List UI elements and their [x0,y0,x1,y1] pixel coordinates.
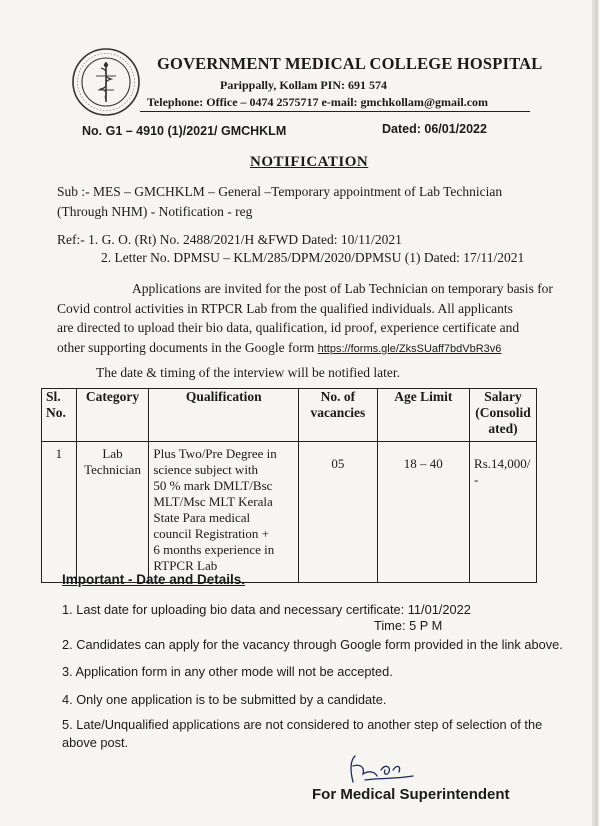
header-divider [140,111,530,112]
cell-salary: Rs.14,000/ - [470,442,537,583]
header-category: Category [76,389,149,442]
header-age-limit: Age Limit [377,389,470,442]
interview-note: The date & timing of the interview will be notified later. [96,365,401,380]
paragraph-line-2: Covid control activities in RTPCR Lab from the qualified individuals. All applicants [57,300,513,316]
paragraph-line-1: Applications are invited for the post of Lab Technician on temporary basis for [132,281,553,296]
paragraph-line-3: are directed to upload their bio data, qualification, id proof, experience certificate and [57,320,520,335]
page-title: NOTIFICATION [250,154,369,170]
cell-sl-no: 1 [42,442,77,583]
notification-date: Dated: 06/01/2022 [382,122,487,136]
header-vacancies: No. of vacancies [299,389,377,442]
hospital-name: GOVERNMENT MEDICAL COLLEGE HOSPITAL [157,54,543,73]
vacancy-table [41,388,537,583]
signature-mark [335,752,415,786]
cell-vacancies: 05 [299,442,377,583]
important-point-5: 5. Late/Unqualified applications are not considered to another step of selection of the [62,717,543,732]
cell-qualification: Plus Two/Pre Degree in science subject with 50 % mark DMLT/Bsc MLT/Msc MLT Kerala State Para medical council Registration + 6 months experience in RTPCR Lab [149,442,299,583]
table-header-row [42,389,537,442]
important-time: Time: 5 P M [374,618,443,633]
cell-age-limit: 18 – 40 [377,442,470,583]
important-point-1: 1. Last date for uploading bio data and necessary certificate: 11/01/2022 [62,602,471,617]
table-row [42,442,537,583]
header-salary: Salary (Consolid ated) [470,389,537,442]
reference-line-2: 2. Letter No. DPMSU – KLM/285/DPM/2020/DPMSU (1) Dated: 17/11/2021 [101,250,525,265]
important-heading: Important - Date and Details. [62,572,246,587]
notification-paragraph [57,279,562,359]
cell-category: Lab Technician [76,442,149,583]
header-sl-no: Sl. No. [42,389,77,442]
hospital-address: Parippally, Kollam PIN: 691 574 [220,78,388,92]
important-point-4: 4. Only one application is to be submitted by a candidate. [62,692,387,707]
hospital-contact: Telephone: Office – 0474 2575717 e-mail: gmchkollam@gmail.com [147,95,489,109]
important-point-2: 2. Candidates can apply for the vacancy through Google form provided in the link above. [62,637,563,652]
header-qualification: Qualification [149,389,299,442]
subject-line-2: (Through NHM) - Notification - reg [57,204,253,219]
page-edge [592,0,598,826]
college-emblem-icon [70,46,142,118]
reference-line-1: Ref:- 1. G. O. (Rt) No. 2488/2021/H &FWD Dated: 10/11/2021 [57,232,402,247]
google-form-link[interactable]: https://forms.gle/ZksSUaff7bdVbR3v6 [317,342,502,355]
important-point-5-cont: above post. [62,735,129,750]
reference-number: No. G1 – 4910 (1)/2021/ GMCHKLM [82,124,287,138]
paragraph-line-4: other supporting documents in the Google form [57,339,315,355]
signatory: For Medical Superintendent [312,786,510,803]
subject-line-1: Sub :- MES – GMCHKLM – General –Temporary appointment of Lab Technician [57,184,503,199]
important-point-3: 3. Application form in any other mode will not be accepted. [62,664,393,679]
